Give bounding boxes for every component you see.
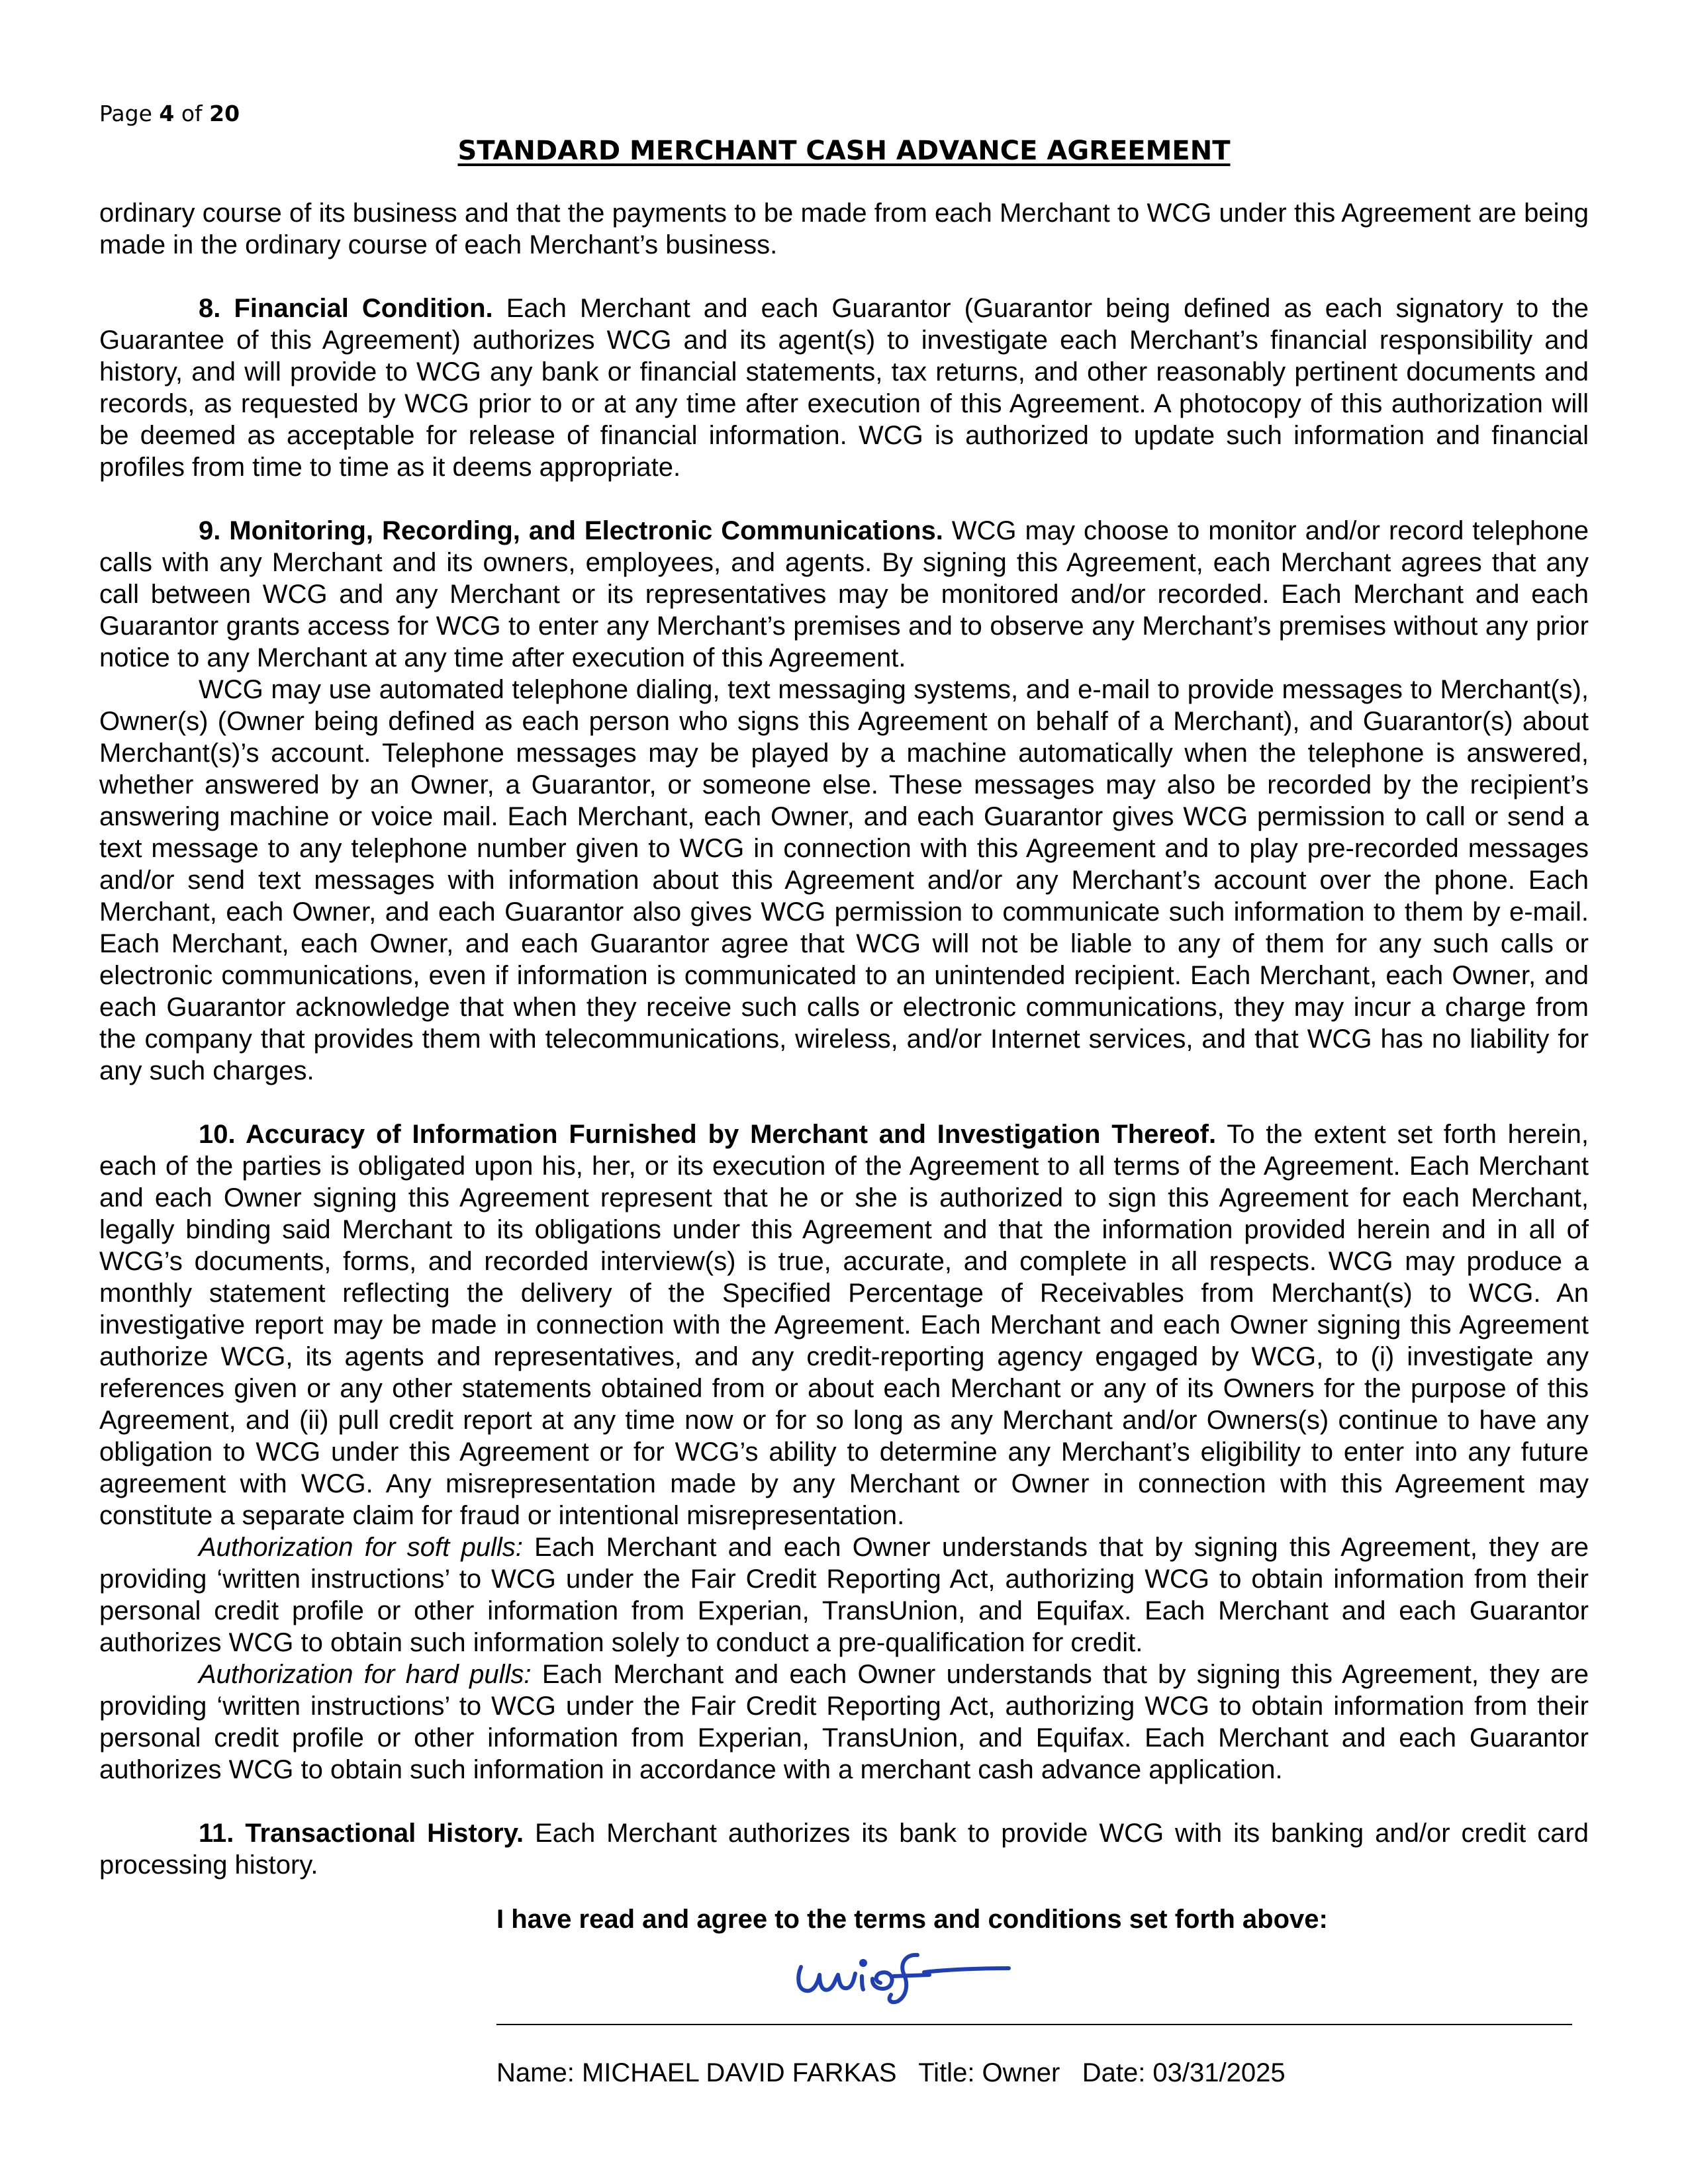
page-number — [99, 101, 240, 126]
handwritten-signature — [788, 1935, 1013, 2008]
section-11-heading: 11. Transactional History. — [199, 1819, 524, 1848]
section-10-paragraph — [99, 1118, 1589, 1531]
hard-pulls-label: Authorization for hard pulls: — [199, 1660, 532, 1689]
signature-date: 03/31/2025 — [1152, 2058, 1286, 2087]
title-label: Title: — [918, 2058, 982, 2087]
signer-title: Owner — [982, 2058, 1060, 2087]
section-10-heading: 10. Accuracy of Information Furnished by Merchant and Investigation Thereof. — [199, 1120, 1217, 1149]
section-8-paragraph — [99, 293, 1589, 483]
page-prefix: Page — [99, 101, 160, 126]
signature-area — [496, 1935, 1589, 2008]
name-label: Name: — [496, 2058, 582, 2087]
soft-pulls-text: Each Merchant and each Owner understands that by signing this Agreement, they are providing ‘written instructions’ to WCG under the Fair Credit Reporting Act, authorizing WCG to obtain information from their personal credit profile or other information from Experian, TransUnion, and Equifax. Each Merchant and each Guarantor authorizes WCG to obtain such information solely to conduct a pre-qualification for credit. — [99, 1533, 1589, 1657]
document-title: STANDARD MERCHANT CASH ADVANCE AGREEMENT — [457, 136, 1231, 166]
section-8-text: Each Merchant and each Guarantor (Guarantor being defined as each signatory to the Guarantee of this Agreement) authorizes WCG and its agent(s) to investigate each Merchant’s financial responsibility and history, and will provide to WCG any bank or financial statements, tax returns, and other reasonably pertinent documents and records, as requested by WCG prior to or at any time after execution of this Agreement. A photocopy of this authorization will be deemed as acceptable for release of financial information. WCG is authorized to update such information and financial profiles from time to time as it deems appropriate. — [99, 294, 1589, 482]
page-total: 20 — [209, 101, 240, 126]
signature-heading: I have read and agree to the terms and conditions set forth above: — [496, 1905, 1328, 1934]
hard-pulls-text: Each Merchant and each Owner understands that by signing this Agreement, they are providing ‘written instructions’ to WCG under the Fair Credit Reporting Act, authorizing WCG to obtain information from their personal credit profile or other information from Experian, TransUnion, and Equifax. Each Merchant and each Guarantor authorizes WCG to obtain such information in accordance with a merchant cash advance application. — [99, 1660, 1589, 1784]
section-8-heading: 8. Financial Condition. — [199, 294, 493, 323]
section-9-paragraph — [99, 515, 1589, 674]
signer-info — [496, 2057, 1286, 2089]
continuation-paragraph: ordinary course of its business and that the payments to be made from each Merchant to WCG under this Agreement are being made in the ordinary course of each Merchant’s business. — [99, 199, 1589, 259]
soft-pulls-label: Authorization for soft pulls: — [199, 1533, 523, 1562]
section-9-paragraph-2: WCG may use automated telephone dialing, text messaging systems, and e-mail to provide messages to Merchant(s), Owner(s) (Owner being defined as each person who signs this Agreement on behalf of a Merchant), and Guarantor(s) about Merchant(s)’s account. Telephone messages may be played by a machine automatically when the telephone is answered, whether answered by an Owner, a Guarantor, or someone else. These messages may also be recorded by the recipient’s answering machine or voice mail. Each Merchant, each Owner, and each Guarantor gives WCG permission to call or send a text message to any telephone number given to WCG in connection with this Agreement and to play pre-recorded messages and/or send text messages with information about this Agreement and/or any Merchant’s account over the phone. Each Merchant, each Owner, and each Guarantor also gives WCG permission to communicate such information to them by e-mail. Each Merchant, each Owner, and each Guarantor agree that WCG will not be liable to any of them for any such calls or electronic communications, even if information is communicated to an unintended recipient. Each Merchant, each Owner, and each Guarantor acknowledge that when they receive such calls or electronic communications, they may incur a charge from the company that provides them with telecommunications, wireless, and/or Internet services, and that WCG has no liability for any such charges. — [99, 675, 1589, 1085]
section-11-text: Each Merchant authorizes its bank to provide WCG with its banking and/or credit card processing history. — [99, 1819, 1589, 1880]
page-current: 4 — [159, 101, 175, 126]
hard-pulls-paragraph — [99, 1659, 1589, 1786]
section-9-heading: 9. Monitoring, Recording, and Electronic Communications. — [199, 516, 943, 545]
signer-name: MICHAEL DAVID FARKAS — [581, 2058, 897, 2087]
page-of: of — [174, 101, 210, 126]
date-label: Date: — [1082, 2058, 1153, 2087]
section-9-text: WCG may choose to monitor and/or record telephone calls with any Merchant and its owners, employees, and agents. By signing this Agreement, each Merchant agrees that any call between WCG and any Merchant or its representatives may be monitored and/or recorded. Each Merchant and each Guarantor grants access for WCG to enter any Merchant’s premises and to observe any Merchant’s premises without any prior notice to any Merchant at any time after execution of this Agreement. — [99, 516, 1589, 672]
section-11-paragraph — [99, 1817, 1589, 1881]
agreement-body — [99, 197, 1589, 1881]
signature-line — [496, 2024, 1572, 2025]
section-10-text: To the extent set forth herein, each of the parties is obligated upon his, her, or its execution of the Agreement to all terms of the Agreement. Each Merchant and each Owner signing this Agreement represent that he or she is authorized to sign this Agreement for each Merchant, legally binding said Merchant to its obligations under this Agreement and that the information provided herein and in all of WCG’s documents, forms, and recorded interview(s) is true, accurate, and complete in all respects. WCG may produce a monthly statement reflecting the delivery of the Specified Percentage of Receivables from Merchant(s) to WCG. An investigative report may be made in connection with the Agreement. Each Merchant and each Owner signing this Agreement authorize WCG, its agents and representatives, and any credit-reporting agency engaged by WCG, to (i) investigate any references given or any other statements obtained from or about each Merchant or any of its Owners for the purpose of this Agreement, and (ii) pull credit report at any time now or for so long as any Merchant and/or Owners(s) continue to have any obligation to WCG under this Agreement or for WCG’s ability to determine any Merchant’s eligibility to enter into any future agreement with WCG. Any misrepresentation made by any Merchant or Owner in connection with this Agreement may constitute a separate claim for fraud or intentional misrepresentation. — [99, 1120, 1589, 1530]
signature-block — [496, 1903, 1589, 2008]
soft-pulls-paragraph — [99, 1531, 1589, 1659]
